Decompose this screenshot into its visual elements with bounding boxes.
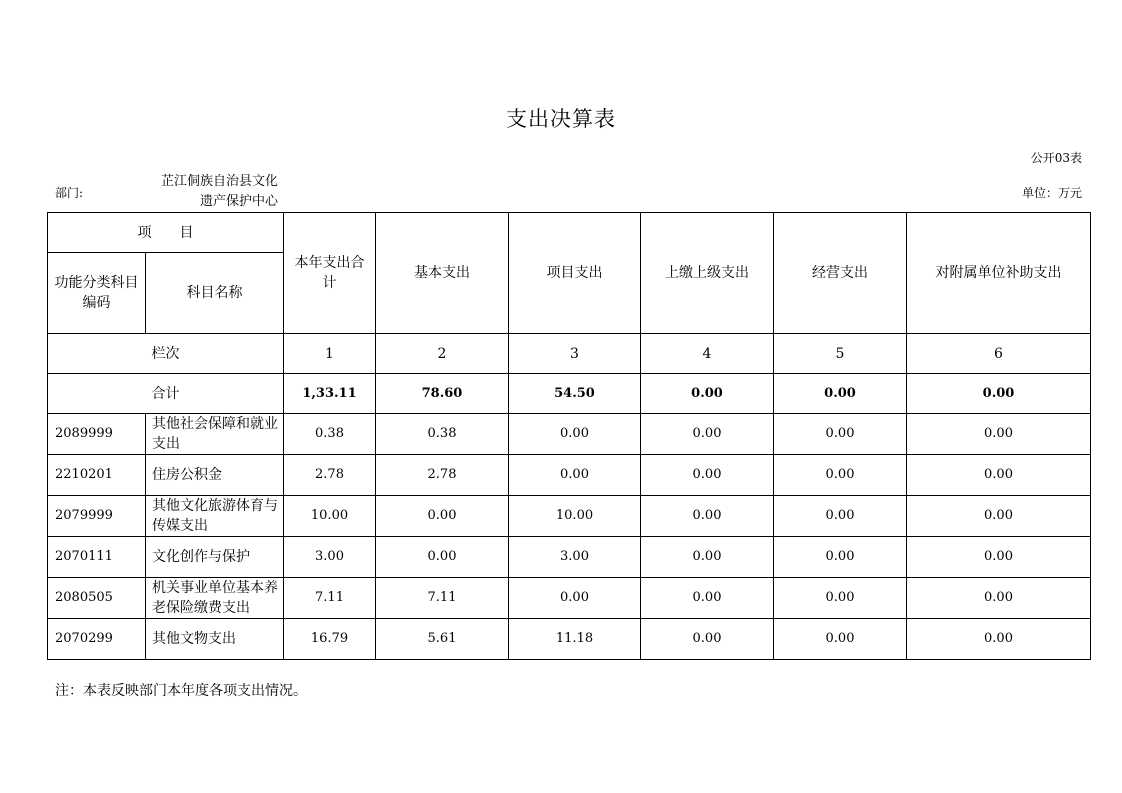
row-value: 0.38 xyxy=(284,414,376,455)
row-value: 3.00 xyxy=(509,537,641,578)
row-value: 0.00 xyxy=(774,455,907,496)
row-name: 文化创作与保护 xyxy=(146,537,284,578)
row-name: 机关事业单位基本养老保险缴费支出 xyxy=(146,578,284,619)
row-value: 5.61 xyxy=(376,619,509,660)
column-row-label: 栏次 xyxy=(48,334,284,374)
table-row xyxy=(48,496,1091,537)
unit-label: 单位：万元 xyxy=(1021,186,1082,200)
total-value: 1,33.11 xyxy=(284,374,376,414)
form-number: 公开03表 xyxy=(1030,151,1082,165)
row-value: 0.00 xyxy=(641,537,774,578)
row-name: 其他文物支出 xyxy=(146,619,284,660)
header-project-expense: 项目支出 xyxy=(509,213,641,334)
department-name: 芷江侗族自治县文化遗产保护中心 xyxy=(160,174,278,209)
row-value: 0.00 xyxy=(376,496,509,537)
row-value: 0.00 xyxy=(641,496,774,537)
row-code: 2079999 xyxy=(48,496,146,537)
row-name: 其他社会保障和就业支出 xyxy=(146,414,284,455)
row-value: 0.00 xyxy=(774,578,907,619)
row-value: 0.00 xyxy=(907,414,1091,455)
column-number: 6 xyxy=(907,334,1091,374)
row-value: 10.00 xyxy=(284,496,376,537)
table-row xyxy=(48,414,1091,455)
row-code: 2089999 xyxy=(48,414,146,455)
header-project: 项 目 xyxy=(48,213,284,253)
column-number: 2 xyxy=(376,334,509,374)
row-value: 16.79 xyxy=(284,619,376,660)
row-value: 0.00 xyxy=(641,414,774,455)
column-number-row xyxy=(48,334,1091,374)
row-value: 0.00 xyxy=(774,496,907,537)
row-value: 11.18 xyxy=(509,619,641,660)
table-row xyxy=(48,578,1091,619)
row-value: 7.11 xyxy=(284,578,376,619)
row-value: 0.00 xyxy=(907,578,1091,619)
header-basic: 基本支出 xyxy=(376,213,509,334)
row-value: 0.00 xyxy=(907,537,1091,578)
header-func-code: 功能分类科目编码 xyxy=(48,253,146,334)
table-row xyxy=(48,537,1091,578)
row-code: 2080505 xyxy=(48,578,146,619)
header-business: 经营支出 xyxy=(774,213,907,334)
row-name: 住房公积金 xyxy=(146,455,284,496)
row-value: 10.00 xyxy=(509,496,641,537)
column-number: 3 xyxy=(509,334,641,374)
column-number: 5 xyxy=(774,334,907,374)
row-code: 2210201 xyxy=(48,455,146,496)
header-subject-name: 科目名称 xyxy=(146,253,284,334)
row-value: 0.00 xyxy=(641,578,774,619)
row-value: 0.00 xyxy=(774,414,907,455)
header-total: 本年支出合计 xyxy=(284,213,376,334)
row-value: 0.00 xyxy=(907,619,1091,660)
table-row xyxy=(48,455,1091,496)
table-row xyxy=(48,619,1091,660)
total-value: 0.00 xyxy=(641,374,774,414)
row-value: 0.00 xyxy=(376,537,509,578)
row-value: 0.00 xyxy=(509,578,641,619)
row-value: 0.38 xyxy=(376,414,509,455)
row-value: 0.00 xyxy=(641,455,774,496)
header-subsidy: 对附属单位补助支出 xyxy=(907,213,1091,334)
row-value: 7.11 xyxy=(376,578,509,619)
total-row xyxy=(48,374,1091,414)
column-number: 1 xyxy=(284,334,376,374)
row-value: 0.00 xyxy=(509,455,641,496)
row-value: 3.00 xyxy=(284,537,376,578)
row-value: 0.00 xyxy=(509,414,641,455)
column-number: 4 xyxy=(641,334,774,374)
total-value: 0.00 xyxy=(774,374,907,414)
expenditure-table xyxy=(47,212,1091,660)
row-value: 0.00 xyxy=(774,537,907,578)
header-turnover: 上缴上级支出 xyxy=(641,213,774,334)
row-value: 0.00 xyxy=(641,619,774,660)
row-value: 2.78 xyxy=(376,455,509,496)
row-value: 0.00 xyxy=(907,496,1091,537)
total-row-label: 合计 xyxy=(48,374,284,414)
total-value: 78.60 xyxy=(376,374,509,414)
table-note: 注：本表反映部门本年度各项支出情况。 xyxy=(55,683,307,699)
department-label: 部门: xyxy=(55,186,84,200)
row-value: 0.00 xyxy=(774,619,907,660)
row-value: 0.00 xyxy=(907,455,1091,496)
total-value: 0.00 xyxy=(907,374,1091,414)
row-code: 2070111 xyxy=(48,537,146,578)
row-code: 2070299 xyxy=(48,619,146,660)
row-name: 其他文化旅游体育与传媒支出 xyxy=(146,496,284,537)
page-title: 支出决算表 xyxy=(506,107,616,131)
total-value: 54.50 xyxy=(509,374,641,414)
row-value: 2.78 xyxy=(284,455,376,496)
